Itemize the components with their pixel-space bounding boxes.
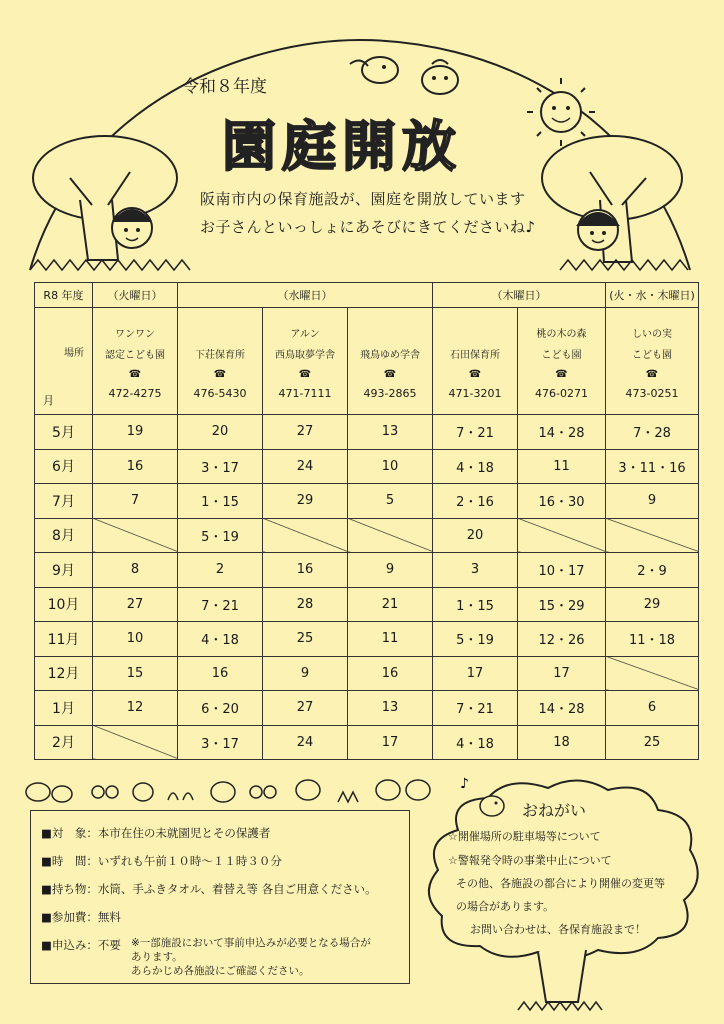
date-cell: 5・19 bbox=[178, 518, 263, 553]
fee-info: ■参加費：無料 bbox=[41, 910, 121, 924]
month-cell: 12月 bbox=[35, 656, 93, 691]
left-child-icon bbox=[112, 208, 152, 248]
phone-icon: ☎ bbox=[468, 369, 482, 380]
facility-name: 下荘保育所 bbox=[195, 350, 245, 361]
bird-icon bbox=[350, 57, 398, 83]
date-cell: 7・28 bbox=[606, 415, 699, 450]
facility-phone: 471-3201 bbox=[448, 387, 502, 400]
date-cell: 6 bbox=[606, 691, 699, 726]
date-cell: 13 bbox=[348, 415, 433, 450]
no-date-cell bbox=[606, 656, 699, 691]
date-cell: 29 bbox=[263, 484, 348, 519]
date-cell: 25 bbox=[263, 622, 348, 657]
date-cell: 27 bbox=[263, 691, 348, 726]
date-cell: 2・9 bbox=[606, 553, 699, 588]
bird-icon bbox=[480, 796, 504, 816]
date-cell: 12 bbox=[93, 691, 178, 726]
month-cell: 2月 bbox=[35, 725, 93, 760]
facility-name: 西鳥取夢学舎 bbox=[275, 350, 335, 361]
apply-note: あります。 bbox=[131, 951, 183, 963]
facility-cell bbox=[606, 308, 699, 415]
schedule-table bbox=[34, 282, 699, 760]
date-cell: 17 bbox=[518, 656, 606, 691]
date-cell: 27 bbox=[93, 587, 178, 622]
month-row bbox=[35, 449, 699, 484]
no-date-cell bbox=[348, 518, 433, 553]
chick-icon bbox=[26, 783, 50, 801]
date-cell: 19 bbox=[93, 415, 178, 450]
facility-row bbox=[35, 308, 699, 415]
date-cell: 5 bbox=[348, 484, 433, 519]
date-cell: 14・28 bbox=[518, 415, 606, 450]
day-header-wed: （水曜日） bbox=[178, 283, 433, 308]
date-cell: 24 bbox=[263, 725, 348, 760]
facility-name bbox=[348, 327, 432, 342]
info-box bbox=[30, 810, 410, 984]
month-cell: 8月 bbox=[35, 518, 93, 553]
date-cell: 5・19 bbox=[433, 622, 518, 657]
facility-name: こども園 bbox=[541, 350, 582, 361]
facility-phone: 473-0251 bbox=[625, 387, 679, 400]
phone-icon: ☎ bbox=[645, 369, 659, 380]
facility-phone: 472-4275 bbox=[108, 387, 162, 400]
facility-name: 桃の木の森 bbox=[536, 329, 587, 340]
target-info: ■対 象：本市在住の未就園児とその保護者 bbox=[41, 826, 271, 840]
date-cell: 7・21 bbox=[433, 415, 518, 450]
sun-icon bbox=[527, 78, 595, 146]
phone-icon: ☎ bbox=[128, 369, 142, 380]
date-cell: 12・26 bbox=[518, 622, 606, 657]
chick-icon bbox=[296, 780, 320, 800]
month-row bbox=[35, 656, 699, 691]
flower-icon bbox=[92, 786, 104, 798]
date-cell: 21 bbox=[348, 587, 433, 622]
no-date-cell bbox=[93, 518, 178, 553]
date-cell: 9 bbox=[606, 484, 699, 519]
facility-name: しいの実 bbox=[632, 329, 673, 340]
date-cell: 27 bbox=[263, 415, 348, 450]
fiscal-year: 令和８年度 bbox=[182, 77, 267, 97]
date-cell: 3・11・16 bbox=[606, 449, 699, 484]
date-cell: 4・18 bbox=[178, 622, 263, 657]
facility-cell bbox=[93, 308, 178, 415]
chick-icon bbox=[211, 782, 235, 802]
facility-cell bbox=[518, 308, 606, 415]
no-date-cell bbox=[93, 725, 178, 760]
facility-name: 石田保育所 bbox=[450, 350, 501, 361]
phone-icon: ☎ bbox=[555, 369, 568, 380]
date-cell: 1・15 bbox=[433, 587, 518, 622]
date-cell: 10 bbox=[93, 622, 178, 657]
date-cell: 14・28 bbox=[518, 691, 606, 726]
month-row bbox=[35, 518, 699, 553]
date-cell: 3 bbox=[433, 553, 518, 588]
date-cell: 17 bbox=[348, 725, 433, 760]
bird-icon bbox=[422, 60, 458, 94]
facility-name: 飛鳥ゆめ学舎 bbox=[360, 350, 421, 361]
date-cell: 16 bbox=[178, 656, 263, 691]
date-cell: 1・15 bbox=[178, 484, 263, 519]
flower-icon bbox=[106, 786, 118, 798]
date-cell: 2 bbox=[178, 553, 263, 588]
place-label: 場所 bbox=[64, 348, 84, 359]
date-cell: 18 bbox=[518, 725, 606, 760]
facility-cell bbox=[263, 308, 348, 415]
date-cell: 4・18 bbox=[433, 449, 518, 484]
request-line: お問い合わせは、各保育施設まで！ bbox=[470, 923, 646, 936]
date-cell: 20 bbox=[178, 415, 263, 450]
date-cell: 20 bbox=[433, 518, 518, 553]
no-date-cell bbox=[518, 518, 606, 553]
date-cell: 17 bbox=[433, 656, 518, 691]
chick-icon bbox=[52, 786, 72, 802]
music-note-icon: ♪ bbox=[460, 776, 469, 792]
date-cell: 9 bbox=[263, 656, 348, 691]
facility-name bbox=[433, 327, 517, 342]
facility-phone: 493-2865 bbox=[363, 387, 417, 400]
request-line: ☆開催場所の駐車場等について bbox=[448, 830, 601, 843]
facility-cell bbox=[433, 308, 518, 415]
date-cell: 16 bbox=[93, 449, 178, 484]
date-cell: 16 bbox=[263, 553, 348, 588]
month-row bbox=[35, 622, 699, 657]
fiscal-year-cell: R8 年度 bbox=[35, 283, 93, 308]
facility-name: アルン bbox=[290, 329, 320, 340]
date-cell: 25 bbox=[606, 725, 699, 760]
items-info: ■持ち物：水筒、手ふきタオル、着替え等 各自ご用意ください。 bbox=[41, 882, 377, 896]
month-cell: 5月 bbox=[35, 415, 93, 450]
no-date-cell bbox=[263, 518, 348, 553]
date-cell: 10・17 bbox=[518, 553, 606, 588]
date-cell: 13 bbox=[348, 691, 433, 726]
no-date-cell bbox=[606, 518, 699, 553]
phone-icon: ☎ bbox=[298, 369, 312, 380]
month-cell: 7月 bbox=[35, 484, 93, 519]
date-cell: 15・29 bbox=[518, 587, 606, 622]
day-header-multi: (火・水・木曜日) bbox=[606, 283, 699, 308]
tree-trunk-icon bbox=[538, 950, 586, 1002]
apply-info: ■申込み：不要 bbox=[41, 938, 121, 952]
request-line: その他、各施設の都合により開催の変更等 bbox=[456, 877, 665, 890]
grass-icon bbox=[518, 1002, 602, 1010]
phone-icon: ☎ bbox=[383, 369, 397, 380]
apply-note: あらかじめ各施設にご確認ください。 bbox=[131, 965, 310, 977]
date-cell: 4・18 bbox=[433, 725, 518, 760]
day-header-tue: （火曜日） bbox=[93, 283, 178, 308]
day-header-row bbox=[35, 283, 699, 308]
month-cell: 1月 bbox=[35, 691, 93, 726]
page-title: 園庭開放 bbox=[222, 115, 462, 178]
month-cell: 11月 bbox=[35, 622, 93, 657]
facility-phone: 476-5430 bbox=[193, 387, 247, 400]
date-cell: 16・30 bbox=[518, 484, 606, 519]
date-cell: 11 bbox=[348, 622, 433, 657]
date-cell: 3・17 bbox=[178, 449, 263, 484]
left-tree-icon bbox=[33, 136, 177, 260]
date-cell: 15 bbox=[93, 656, 178, 691]
date-cell: 7 bbox=[93, 484, 178, 519]
date-cell: 24 bbox=[263, 449, 348, 484]
grass-icon bbox=[338, 792, 358, 802]
date-cell: 10 bbox=[348, 449, 433, 484]
month-label: 月 bbox=[43, 394, 54, 407]
facility-phone: 476-0271 bbox=[535, 387, 589, 400]
month-cell: 9月 bbox=[35, 553, 93, 588]
month-cell: 10月 bbox=[35, 587, 93, 622]
month-row bbox=[35, 553, 699, 588]
facility-cell bbox=[178, 308, 263, 415]
chick-icon bbox=[376, 780, 400, 800]
date-cell: 7・21 bbox=[433, 691, 518, 726]
time-info: ■時 間：いずれも午前１０時～１１時３０分 bbox=[41, 854, 282, 868]
corner-cell bbox=[35, 308, 93, 415]
phone-icon: ☎ bbox=[213, 369, 227, 380]
month-row bbox=[35, 587, 699, 622]
month-cell: 6月 bbox=[35, 449, 93, 484]
date-cell: 11 bbox=[518, 449, 606, 484]
month-row bbox=[35, 415, 699, 450]
flower-icon bbox=[264, 786, 276, 798]
subtitle-line-1: 阪南市内の保育施設が、園庭を開放しています bbox=[200, 190, 526, 208]
apply-note: ※一部施設において事前申込みが必要となる場合が bbox=[131, 937, 371, 949]
facility-name: こども園 bbox=[632, 350, 673, 361]
facility-name: ワンワン bbox=[115, 329, 155, 340]
facility-name: 認定こども園 bbox=[105, 350, 165, 361]
date-cell: 8 bbox=[93, 553, 178, 588]
chick-icon bbox=[133, 783, 153, 801]
request-title: おねがい bbox=[522, 801, 587, 820]
facility-phone: 471-7111 bbox=[278, 387, 332, 400]
date-cell: 6・20 bbox=[178, 691, 263, 726]
facility-cell bbox=[348, 308, 433, 415]
date-cell: 2・16 bbox=[433, 484, 518, 519]
month-row bbox=[35, 725, 699, 760]
date-cell: 29 bbox=[606, 587, 699, 622]
day-header-thu: （木曜日） bbox=[433, 283, 606, 308]
date-cell: 16 bbox=[348, 656, 433, 691]
right-child-icon bbox=[576, 210, 620, 250]
grass-decoration bbox=[30, 260, 688, 270]
month-row bbox=[35, 484, 699, 519]
month-row bbox=[35, 691, 699, 726]
request-line: の場合があります。 bbox=[456, 900, 555, 913]
date-cell: 3・17 bbox=[178, 725, 263, 760]
date-cell: 11・18 bbox=[606, 622, 699, 657]
sprout-icon bbox=[168, 793, 193, 800]
subtitle-line-2: お子さんといっしょにあそびにきてくださいね♪ bbox=[200, 218, 536, 236]
request-line: ☆警報発令時の事業中止について bbox=[448, 854, 612, 867]
date-cell: 7・21 bbox=[178, 587, 263, 622]
date-cell: 9 bbox=[348, 553, 433, 588]
flower-icon bbox=[250, 786, 262, 798]
character-decoration bbox=[18, 772, 438, 808]
date-cell: 28 bbox=[263, 587, 348, 622]
facility-name bbox=[178, 327, 262, 342]
